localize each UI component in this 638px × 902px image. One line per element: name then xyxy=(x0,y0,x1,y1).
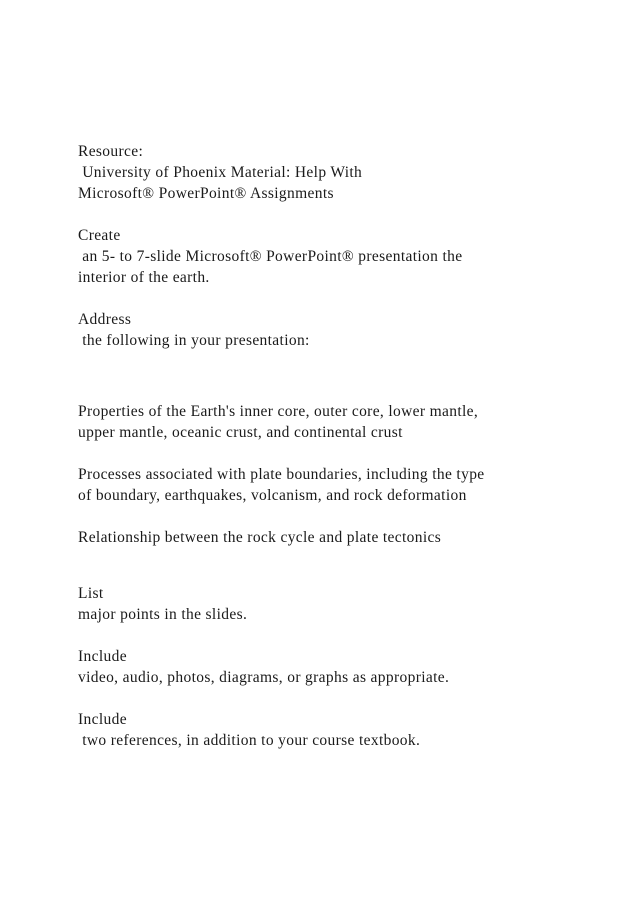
resource-section xyxy=(78,141,598,204)
requirement-item-processes xyxy=(78,464,598,506)
create-line-2: interior of the earth. xyxy=(78,269,210,286)
create-heading: Create xyxy=(78,227,121,244)
requirement-item-properties xyxy=(78,401,598,443)
resource-line-1: University of Phoenix Material: Help With xyxy=(78,164,363,181)
include-references-line-1: two references, in addition to your course textbook. xyxy=(78,732,421,749)
item-line: Relationship between the rock cycle and plate tectonics xyxy=(78,529,442,546)
list-line-1: major points in the slides. xyxy=(78,606,248,623)
include-media-heading: Include xyxy=(78,648,127,665)
include-media-line-1: video, audio, photos, diagrams, or graphs as appropriate. xyxy=(78,669,450,686)
include-media-section xyxy=(78,646,598,688)
resource-heading: Resource: xyxy=(78,143,144,160)
document-body xyxy=(78,141,598,751)
include-references-section xyxy=(78,709,598,751)
item-line: upper mantle, oceanic crust, and continental crust xyxy=(78,424,403,441)
create-section xyxy=(78,225,598,288)
include-references-heading: Include xyxy=(78,711,127,728)
item-line: Processes associated with plate boundaries, including the type xyxy=(78,466,485,483)
list-heading: List xyxy=(78,585,104,602)
item-line: of boundary, earthquakes, volcanism, and rock deformation xyxy=(78,487,467,504)
address-heading: Address xyxy=(78,311,132,328)
item-line: Properties of the Earth's inner core, outer core, lower mantle, xyxy=(78,403,479,420)
resource-line-2: Microsoft® PowerPoint® Assignments xyxy=(78,185,334,202)
create-line-1: an 5- to 7-slide Microsoft® PowerPoint® presentation the xyxy=(78,248,463,265)
address-section xyxy=(78,309,598,351)
list-section xyxy=(78,583,598,625)
address-line-1: the following in your presentation: xyxy=(78,332,310,349)
requirement-item-relationship xyxy=(78,527,598,548)
